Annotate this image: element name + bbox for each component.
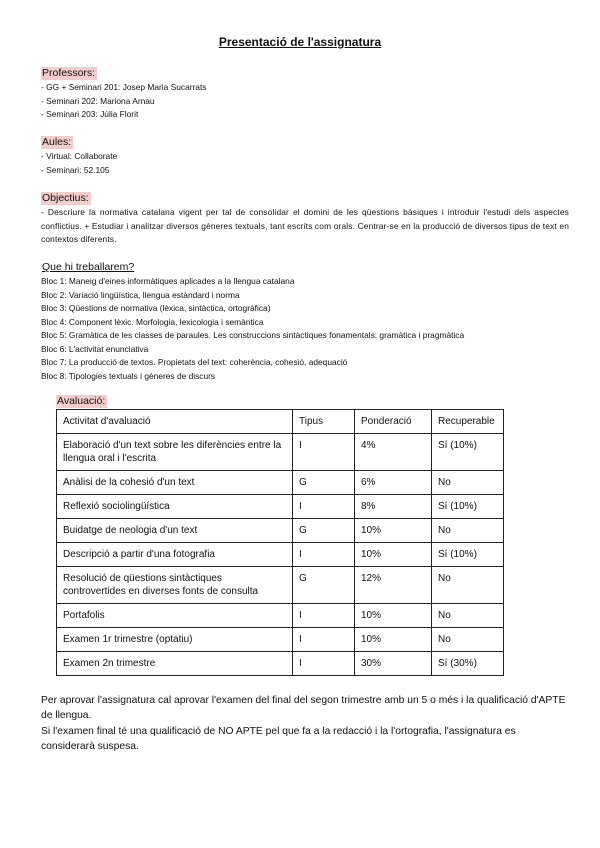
table-cell: No	[432, 628, 504, 652]
table-row	[57, 604, 504, 628]
table-cell: Sí (10%)	[432, 495, 504, 519]
list-item: Bloc 1: Maneig d'eines informàtiques aplicades a la llengua catalana	[41, 276, 295, 286]
table-cell: G	[293, 567, 355, 604]
table-cell: G	[293, 471, 355, 495]
table-cell: G	[293, 519, 355, 543]
footer-paragraph: Per aprovar l'assignatura cal aprovar l'examen del final del segon trimestre amb un 5 o més i la qualificació d'APTE de llengua.	[41, 695, 566, 722]
table-row	[57, 652, 504, 676]
objectius-text: - Descriure la normativa catalana vigent per tal de consolidar el domini de les qüestions bàsiques i introduir l'estudi dels aspectes conflictius. + Estudiar i analitzar diversos gèneres textuals, tant escrits com orals. Centrar-se en la producció de diversos tipus de text en contextos diferents.	[41, 207, 569, 244]
list-item: Bloc 8: Tipologies textuals i gèneres de discurs	[41, 370, 216, 381]
list-item: - Seminari 203: Júlia Florit	[41, 109, 139, 119]
objectius-heading: Objectius:	[42, 192, 89, 204]
aules-list	[41, 150, 569, 177]
table-cell: Resolució de qüestions sintàctiques controvertides en diverses fonts de consulta	[57, 567, 293, 604]
table-cell: Anàlisi de la cohesió d'un text	[57, 471, 293, 495]
table-cell: Reflexió sociolingüística	[57, 495, 293, 519]
table-row	[57, 519, 504, 543]
table-cell: 10%	[355, 519, 432, 543]
table-cell: Buidatge de neologia d'un text	[57, 519, 293, 543]
table-cell: 10%	[355, 604, 432, 628]
table-cell: Elaboració d'un text sobre les diferències entre la llengua oral i l'escrita	[57, 434, 293, 471]
list-item: Bloc 2: Variació lingüística, llengua estàndard i norma	[41, 289, 240, 300]
list-item: - GG + Seminari 201: Josep Maria Sucarrats	[41, 82, 207, 92]
professors-heading: Professors:	[42, 67, 96, 79]
table-cell: I	[293, 495, 355, 519]
table-cell: Sí (30%)	[432, 652, 504, 676]
aules-heading: Aules:	[42, 136, 72, 148]
table-cell: No	[432, 519, 504, 543]
table-cell: Descripció a partir d'una fotografia	[57, 543, 293, 567]
list-item: Bloc 7: La producció de textos. Propietats del text: coherència, cohesió, adequació	[41, 357, 348, 367]
column-header: Tipus	[293, 410, 355, 434]
blocs-list	[41, 275, 569, 383]
table-cell: I	[293, 628, 355, 652]
table-header-row	[57, 410, 504, 434]
table-row	[57, 434, 504, 471]
table-cell: Portafolis	[57, 604, 293, 628]
table-row	[57, 543, 504, 567]
table-row	[57, 567, 504, 604]
table-row	[57, 628, 504, 652]
table-cell: 10%	[355, 543, 432, 567]
column-header: Ponderació	[355, 410, 432, 434]
table-cell: Examen 1r trimestre (optatiu)	[57, 628, 293, 652]
table-cell: I	[293, 652, 355, 676]
table-cell: Sí (10%)	[432, 434, 504, 471]
footer-paragraph: Si l'examen final té una qualificació de NO APTE pel que fa a la redacció i la l'ortografia, l'assignatura es considerarà suspesa.	[41, 725, 516, 752]
table-cell: 12%	[355, 567, 432, 604]
list-item: - Seminari: 52.105	[41, 164, 110, 175]
table-cell: 6%	[355, 471, 432, 495]
table-cell: No	[432, 567, 504, 604]
table-cell: No	[432, 604, 504, 628]
table-cell: I	[293, 434, 355, 471]
list-item: - Virtual: Collaborate	[41, 151, 118, 161]
avaluacio-heading: Avaluació:	[57, 395, 106, 407]
column-header: Activitat d'avaluació	[57, 410, 293, 434]
list-item: - Seminari 202: Mariona Arnau	[41, 95, 155, 106]
table-cell: I	[293, 543, 355, 567]
list-item: Bloc 6: L'activitat enunciativa	[41, 343, 149, 354]
table-cell: 4%	[355, 434, 432, 471]
table-cell: 8%	[355, 495, 432, 519]
table-cell: 10%	[355, 628, 432, 652]
column-header: Recuperable	[432, 410, 504, 434]
table-cell: 30%	[355, 652, 432, 676]
professors-list	[41, 81, 569, 122]
list-item: Bloc 3: Qüestions de normativa (lèxica, sintàctica, ortogràfica)	[41, 303, 271, 313]
table-cell: I	[293, 604, 355, 628]
treballarem-heading: Que hi treballarem?	[42, 261, 135, 273]
table-row	[57, 471, 504, 495]
footer-notes	[41, 693, 569, 754]
table-cell: Sí (10%)	[432, 543, 504, 567]
list-item: Bloc 5: Gramàtica de les classes de paraules. Les construccions sintàctiques fonamentals: gramàtica i pragmàtica	[41, 330, 465, 340]
evaluation-table	[56, 409, 504, 676]
table-row	[57, 495, 504, 519]
page-title: Presentació de l'assignatura	[218, 35, 382, 49]
list-item: Bloc 4: Component lèxic. Morfologia, lexicologia i semàntica	[41, 316, 264, 327]
table-cell: No	[432, 471, 504, 495]
table-cell: Examen 2n trimestre	[57, 652, 293, 676]
